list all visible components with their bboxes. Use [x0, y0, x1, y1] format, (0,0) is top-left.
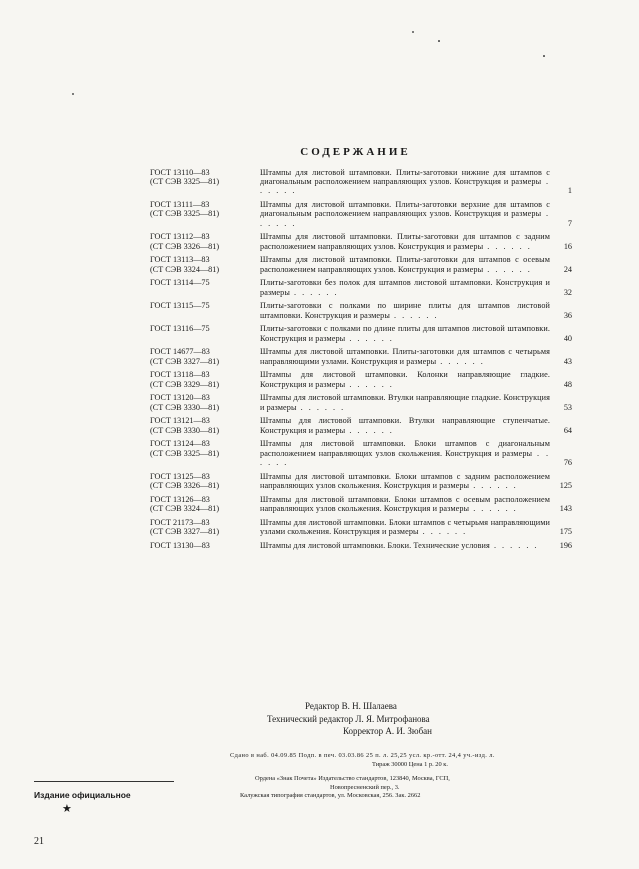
- gost-code: ГОСТ 13111—83: [150, 200, 210, 210]
- st-sev-code: (СТ СЭВ 3324—81): [150, 264, 220, 274]
- standard-codes: [150, 347, 260, 365]
- toc-description: [260, 472, 550, 490]
- toc-title: Штампы для листовой штамповки. Блоки штампов с четырьмя направляющими узлами скольжения. Конструкция и размеры: [260, 517, 550, 536]
- proofreader-line: Корректор А. И. Зюбан: [343, 726, 432, 736]
- standard-codes: [150, 168, 260, 196]
- imprint-block: [230, 752, 590, 801]
- standard-codes: [150, 278, 260, 296]
- gost-code: ГОСТ 13126—83: [150, 494, 210, 504]
- st-sev-code: (СТ СЭВ 3326—81): [150, 241, 220, 251]
- toc-page-number: 143: [559, 503, 572, 513]
- toc-entry: [150, 541, 570, 550]
- imprint-address: Новопресненский пер., 3.: [330, 783, 400, 791]
- print-speck: [72, 93, 74, 95]
- st-sev-code: (СТ СЭВ 3326—81): [150, 480, 220, 490]
- leader-dots: . . . . . .: [345, 333, 394, 343]
- toc-entry: [150, 255, 570, 273]
- leader-dots: . . . . . .: [469, 480, 518, 490]
- toc-entry: [150, 324, 570, 342]
- leader-dots: . . . . . .: [389, 310, 439, 320]
- leader-dots: . . . . . .: [489, 540, 539, 550]
- gost-code: ГОСТ 13120—83: [150, 393, 210, 403]
- editors-block: [250, 700, 432, 738]
- standard-codes: [150, 416, 260, 434]
- gost-code: ГОСТ 13121—83: [150, 416, 210, 426]
- toc-entry: [150, 518, 570, 536]
- leader-dots: . . . . . .: [469, 503, 518, 513]
- toc-title: Штампы для листовой штамповки. Блоки штампов с диагональным расположением направляющих узлов скольжения. Конструкция и размеры: [260, 439, 550, 458]
- toc-title: Штампы для листовой штамповки. Плиты-заготовки верхние для штампов с диагональным расположением направляющих узлов. Конструкция и размеры: [260, 200, 550, 219]
- toc-title: Штампы для листовой штамповки. Блоки штампов с осевым расположением направляющих узлов скольжения. Конструкция и размеры: [260, 494, 550, 513]
- imprint-circulation: Тираж 30000 Цена 1 р. 20 к.: [372, 760, 448, 768]
- toc-description: [260, 370, 550, 388]
- toc-description: [260, 393, 550, 411]
- toc-description: [260, 495, 550, 513]
- leader-dots: . . . . . .: [260, 177, 551, 196]
- toc-page-number: 24: [563, 264, 572, 274]
- standard-codes: [150, 255, 260, 273]
- gost-code: ГОСТ 21173—83: [150, 517, 210, 527]
- star-icon: ★: [62, 803, 72, 815]
- st-sev-code: (СТ СЭВ 3327—81): [150, 526, 220, 536]
- st-sev-code: (СТ СЭВ 3325—81): [150, 177, 220, 187]
- toc-page-number: 32: [563, 287, 572, 297]
- toc-title: Плиты-заготовки с полками по ширине плиты для штампов листовой штамповки. Конструкция и размеры: [260, 301, 550, 320]
- standard-codes: [150, 472, 260, 490]
- toc-title: Штампы для листовой штамповки. Плиты-заготовки нижние для штампов с диагональным расположением направляющих узлов. Конструкция и размеры: [260, 168, 550, 187]
- toc-entry: [150, 416, 570, 434]
- st-sev-code: (СТ СЭВ 3330—81): [150, 425, 220, 435]
- leader-dots: . . . . . .: [483, 264, 532, 274]
- print-speck: [438, 40, 440, 42]
- toc-description: [260, 518, 550, 536]
- toc-description: [260, 255, 550, 273]
- page-number: 21: [34, 836, 44, 847]
- gost-code: ГОСТ 13116—75: [150, 324, 210, 334]
- toc-title: Штампы для листовой штамповки. Блоки. Технические условия: [260, 540, 490, 550]
- toc-description: [260, 200, 550, 228]
- toc-entry: [150, 301, 570, 319]
- leader-dots: . . . . . .: [289, 287, 339, 297]
- toc-page-number: 7: [567, 218, 572, 228]
- imprint-print-details: Сдано в наб. 04.09.85 Подп. в печ. 03.03.86 25 п. л. 25,25 усл. кр.-отт. 24,4 уч.-изд. л.: [230, 752, 495, 759]
- toc-page-number: 36: [563, 310, 572, 320]
- toc-entry: [150, 495, 570, 513]
- leader-dots: . . . . . .: [345, 379, 394, 389]
- toc-description: [260, 168, 550, 196]
- toc-description: [260, 278, 550, 296]
- gost-code: ГОСТ 13112—83: [150, 232, 210, 242]
- page-title: СОДЕРЖАНИЕ: [300, 146, 411, 158]
- print-speck: [412, 31, 414, 33]
- standard-codes: [150, 495, 260, 513]
- toc-entry: [150, 168, 570, 196]
- toc-description: [260, 347, 550, 365]
- leader-dots: . . . . . .: [418, 526, 468, 536]
- editor-line: Редактор В. Н. Шалаева: [305, 701, 397, 711]
- leader-dots: . . . . . .: [260, 448, 550, 467]
- toc-page-number: 175: [559, 526, 572, 536]
- standard-codes: [150, 370, 260, 388]
- toc-entry: [150, 393, 570, 411]
- toc-description: [260, 324, 550, 342]
- standard-codes: [150, 232, 260, 250]
- standard-codes: [150, 301, 260, 319]
- toc-title: Штампы для листовой штамповки. Плиты-заготовки для штампов с осевым расположением направляющих узлов. Конструкция и размеры: [260, 255, 550, 274]
- toc-title: Штампы для листовой штамповки. Колонки направляющие гладкие. Конструкция и размеры: [260, 370, 550, 389]
- table-of-contents: [150, 168, 570, 554]
- toc-page-number: 53: [563, 402, 572, 412]
- standard-codes: [150, 518, 260, 536]
- gost-code: ГОСТ 13113—83: [150, 255, 210, 265]
- toc-description: [260, 232, 550, 250]
- toc-description: [260, 541, 550, 550]
- toc-description: [260, 416, 550, 434]
- toc-entry: [150, 472, 570, 490]
- toc-page-number: 48: [563, 379, 572, 389]
- toc-entry: [150, 439, 570, 467]
- gost-code: ГОСТ 13124—83: [150, 439, 210, 449]
- toc-title: Штампы для листовой штамповки. Плиты-заготовки для штампов с задним расположением направляющих узлов. Конструкция и размеры: [260, 232, 550, 251]
- print-speck: [543, 55, 545, 57]
- technical-editor-line: Технический редактор Л. Я. Митрофанова: [267, 713, 430, 724]
- st-sev-code: (СТ СЭВ 3324—81): [150, 503, 220, 513]
- toc-page-number: 16: [563, 241, 572, 251]
- toc-entry: [150, 278, 570, 296]
- toc-entry: [150, 370, 570, 388]
- leader-dots: . . . . . .: [296, 402, 346, 412]
- leader-dots: . . . . . .: [483, 241, 532, 251]
- gost-code: ГОСТ 14677—83: [150, 347, 210, 357]
- leader-dots: . . . . . .: [260, 209, 551, 228]
- toc-page-number: 196: [559, 540, 572, 550]
- toc-entry: [150, 232, 570, 250]
- toc-title: Штампы для листовой штамповки. Втулки направляющие ступенчатые. Конструкция и размеры: [260, 416, 550, 435]
- standard-codes: [150, 439, 260, 467]
- st-sev-code: (СТ СЭВ 3325—81): [150, 448, 220, 458]
- gost-code: ГОСТ 13114—75: [150, 278, 210, 288]
- toc-entry: [150, 200, 570, 228]
- toc-page-number: 125: [559, 480, 572, 490]
- st-sev-code: (СТ СЭВ 3327—81): [150, 356, 220, 366]
- divider-line: [34, 781, 174, 782]
- imprint-publisher: Ордена «Знак Почета» Издательство стандартов, 123840, Москва, ГСП,: [255, 775, 450, 782]
- gost-code: ГОСТ 13130—83: [150, 540, 210, 550]
- st-sev-code: (СТ СЭВ 3325—81): [150, 209, 220, 219]
- toc-title: Плиты-заготовки с полками по длине плиты для штампов листовой штамповки. Конструкция и размеры: [260, 324, 550, 343]
- standard-codes: [150, 541, 260, 550]
- toc-title: Штампы для листовой штамповки. Втулки направляющие гладкие. Конструкция и размеры: [260, 393, 550, 412]
- gost-code: ГОСТ 13110—83: [150, 168, 210, 177]
- toc-entry: [150, 347, 570, 365]
- toc-description: [260, 301, 550, 319]
- standard-codes: [150, 200, 260, 228]
- gost-code: ГОСТ 13118—83: [150, 370, 210, 380]
- edition-label: Издание официальное: [34, 790, 131, 800]
- toc-title: Плиты-заготовки без полок для штампов листовой штамповки. Конструкция и размеры: [260, 278, 550, 297]
- leader-dots: . . . . . .: [345, 425, 394, 435]
- toc-page-number: 1: [567, 186, 572, 196]
- st-sev-code: (СТ СЭВ 3330—81): [150, 402, 220, 412]
- toc-page-number: 76: [563, 457, 572, 467]
- standard-codes: [150, 393, 260, 411]
- toc-page-number: 40: [563, 333, 572, 343]
- toc-title: Штампы для листовой штамповки. Блоки штампов с задним расположением направляющих узлов скольжения. Конструкция и размеры: [260, 471, 550, 490]
- st-sev-code: (СТ СЭВ 3329—81): [150, 379, 220, 389]
- toc-description: [260, 439, 550, 467]
- toc-page-number: 64: [563, 425, 572, 435]
- gost-code: ГОСТ 13125—83: [150, 471, 210, 481]
- gost-code: ГОСТ 13115—75: [150, 301, 210, 311]
- toc-title: Штампы для листовой штамповки. Плиты-заготовки для штампов с четырьмя направляющими узлами. Конструкция и размеры: [260, 347, 550, 366]
- standard-codes: [150, 324, 260, 342]
- imprint-printer: Калужская типография стандартов, ул. Московская, 256. Зак. 2662: [240, 792, 421, 799]
- leader-dots: . . . . . .: [436, 356, 485, 366]
- toc-page-number: 43: [563, 356, 572, 366]
